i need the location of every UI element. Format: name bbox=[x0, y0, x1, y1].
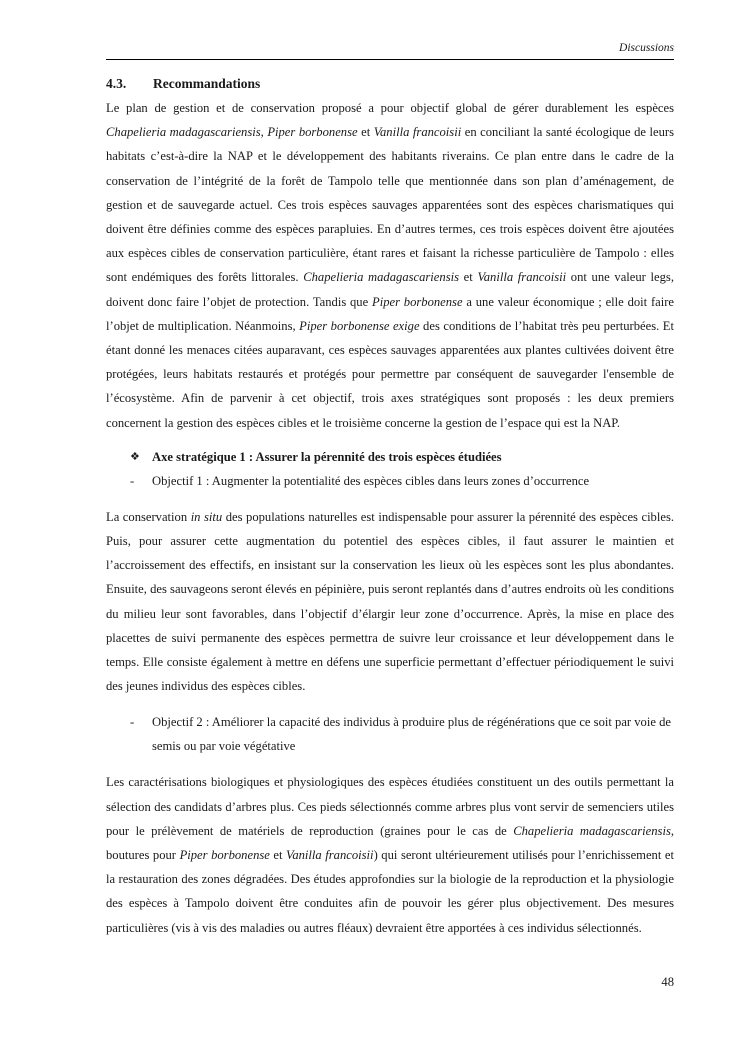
text-run: des conditions de l’habitat très peu perturbées. Et étant donné les menaces citées auparavant, ces espèces sauvages apparentées aux plantes cultivées doivent être protégées, leurs habitats restaurés et protégés pour permettre par conséquent de sauvegarder l'ensemble de l’écosystème. Afin de parvenir à cet objectif, trois axes stratégiques sont proposés : les deux premiers concernent la gestion des espèces cibles et le troisième concerne la gestion de l’espace qui est la NAP. bbox=[106, 318, 674, 430]
header-title: Discussions bbox=[619, 42, 674, 54]
objective-1 bbox=[106, 469, 674, 493]
page-header bbox=[106, 40, 674, 60]
diamond-bullet-icon: ❖ bbox=[130, 449, 140, 463]
italic-text-run: Piper borbonense bbox=[267, 125, 358, 140]
text-run: , boutures pour bbox=[106, 823, 674, 863]
italic-text-run: Chapelieria madagascariensis bbox=[303, 270, 459, 285]
italic-text-run: Vanilla francoisii bbox=[373, 125, 462, 140]
italic-text-run: Piper borbonense bbox=[372, 294, 463, 309]
page-number: 48 bbox=[661, 975, 674, 989]
italic-text-run: Chapelieria madagascariensis bbox=[106, 125, 261, 140]
objective-2 bbox=[106, 710, 674, 758]
text-run: Le plan de gestion et de conservation proposé a pour objectif global de gérer durablement les espèces bbox=[106, 101, 674, 115]
text-run: a une valeur économique ; elle doit faire l’objet de multiplication. Néanmoins, bbox=[106, 294, 675, 333]
italic-text-run: Vanilla francoisii bbox=[286, 848, 374, 863]
text-run: en conciliant la santé écologique de leurs habitats c’est-à-dire la NAP et le développement des habitants riverains. Ce plan entre dans le cadre de la conservation de l’intégrité de la forêt de Tampolo telle que mentionnée dans son plan d’aménagement, de gestion et de sauvegarde actuel. Ces trois espèces sauvages apparentées sont des espèces charismatiques qui doivent être définies comme des espèces parapluies. En d’autres termes, ces trois espèces doivent être ajoutées aux espèces cibles de conservation particulière, étant rares et faisant la richesse particulière de Tampolo : elles sont endémiques des forêts littorales. bbox=[106, 125, 674, 285]
dash-bullet: - bbox=[130, 473, 135, 488]
text-run: et bbox=[459, 270, 478, 285]
text-run: , bbox=[260, 125, 268, 140]
italic-text-run: in situ bbox=[190, 509, 223, 524]
text-run: ) qui seront ultérieurement utilisés pour l’enrichissement et la restauration des zones dégradées. Des études approfondies sur la biologie de la reproduction et la physiologie des espèces à Tampolo doivent être conduites afin de pouvoir les gérer plus objectivement. Des mesures particulières (vis à vis des maladies ou autres fléaux) devraient être apportées à ces individus sélectionnés. bbox=[106, 848, 674, 935]
section-title: Recommandations bbox=[153, 76, 261, 91]
italic-text-run: Piper borbonense bbox=[179, 848, 270, 863]
section-heading bbox=[106, 72, 674, 96]
paragraph-in-situ bbox=[106, 505, 674, 699]
italic-text-run: Piper borbonense exige bbox=[299, 318, 420, 333]
text-run: ont une valeur legs, doivent donc faire l’objet de protection. Tandis que bbox=[106, 270, 674, 309]
dash-bullet: - bbox=[130, 715, 135, 730]
paragraph-characterisation bbox=[106, 770, 674, 939]
text-run: La conservation bbox=[106, 509, 191, 524]
strategic-axis-1 bbox=[106, 445, 674, 469]
text-run: des populations naturelles est indispensable pour assurer la pérennité des espèces cibles. Puis, pour assurer cette augmentation du potentiel des espèces cibles, il faut assurer le maintien et l’accroissement des effectifs, en insistant sur la conservation les lieux où les espèces sont les plus abondantes. Ensuite, des sauvageons seront élevés en pépinière, puis seront replantés dans d’autres endroits où les conditions du milieu leur sont favorables, dans l’objectif d’élargir leur zone d’occurrence. Après, la mise en place des placettes de suivi permanente des espèces permettra de suivre leur croissance et leur développement dans le temps. Elle consiste également à mettre en défens une superficie permettant d’effectuer périodiquement le suivi des jeunes individus des espèces cibles. bbox=[106, 509, 674, 694]
text-run: et bbox=[269, 848, 287, 863]
paragraph-intro bbox=[106, 96, 674, 435]
italic-text-run: Vanilla francoisii bbox=[477, 270, 567, 285]
text-run: et bbox=[357, 125, 374, 140]
italic-text-run: Chapelieria madagascariensis bbox=[513, 823, 671, 838]
strategic-axis-1-label: Axe stratégique 1 : Assurer la pérennité des trois espèces étudiées bbox=[152, 449, 502, 464]
page-body bbox=[106, 72, 674, 940]
text-run: Les caractérisations biologiques et physiologiques des espèces étudiées constituent un des outils permettant la sélection des candidats d’arbres plus. Ces pieds sélectionnés comme arbres plus vont servir de semenciers utiles pour le prélèvement de matériels de reproduction (graines pour le cas de bbox=[106, 775, 674, 838]
objective-2-label: Objectif 2 : Améliorer la capacité des individus à produire plus de régénérations que ce soit par voie de semis ou par voie végétative bbox=[152, 715, 671, 754]
section-number: 4.3. bbox=[106, 76, 127, 91]
objective-1-label: Objectif 1 : Augmenter la potentialité des espèces cibles dans leurs zones d’occurrence bbox=[152, 473, 590, 488]
